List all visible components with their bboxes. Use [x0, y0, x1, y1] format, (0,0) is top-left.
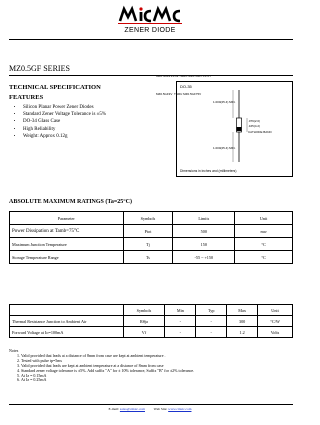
- cell: 1.2: [227, 327, 258, 338]
- package-caption: Dimensions in inches and (millimeters): [180, 169, 237, 173]
- package-name: DO-35: [180, 84, 192, 89]
- cell: Storage Temperature Range: [10, 251, 124, 264]
- feature-item: • Standard Zener Voltage Tolerance is ±5%: [23, 111, 106, 118]
- features-heading: FEATURES: [9, 94, 44, 101]
- ratings-heading: ABSOLUTE MAXIMUM RATINGS (Ta=25°C): [9, 199, 132, 205]
- divider-title: [9, 75, 293, 76]
- cell: °C: [235, 251, 293, 264]
- cell: Volts: [258, 327, 293, 338]
- thermal-header-row: [10, 305, 293, 316]
- table-row: [10, 327, 293, 338]
- cell: -: [165, 327, 196, 338]
- col-header: Max: [227, 305, 258, 316]
- cell: Forward Voltage at Io=100mA: [10, 327, 124, 338]
- features-list: [9, 104, 106, 140]
- company-logo: [118, 5, 182, 25]
- cell: °C/W: [258, 316, 293, 327]
- cell: -: [165, 316, 196, 327]
- cathode-band-label: CATHODE BAND: [248, 130, 272, 134]
- ratings-table: [9, 211, 293, 264]
- note-item: 1. Valid provided that leads at a distance of 8mm from case are kept at ambient temperature .: [21, 354, 194, 359]
- notes-list: [9, 354, 194, 383]
- col-header: Min: [165, 305, 196, 316]
- notes-heading: Notes: [9, 348, 19, 353]
- dim-lead-top: 1.000(25.4) MIN.: [213, 100, 236, 104]
- table-row: [10, 238, 293, 251]
- feature-item: • Silicon Planar Power Zener Diodes: [23, 104, 106, 111]
- cell: Rθja: [123, 316, 165, 327]
- col-header: Parameter: [10, 212, 124, 225]
- cell: -: [196, 327, 227, 338]
- cell: mw: [235, 225, 293, 238]
- dim-body-len: .165(4.2): [248, 124, 261, 128]
- col-header: [10, 305, 124, 316]
- cell: Tj: [123, 238, 173, 251]
- cell: 300: [227, 316, 258, 327]
- note-item: 2. Tested with pulse tp=5ms: [21, 359, 194, 364]
- cell: °C: [235, 238, 293, 251]
- divider-footer: [9, 404, 293, 405]
- col-header: Unit: [258, 305, 293, 316]
- cell: Maximum Junction Temperature: [10, 238, 124, 251]
- technical-heading: TECHNICAL SPECIFICATION: [9, 84, 101, 91]
- diode-outline-icon: [177, 82, 292, 176]
- part-line: MZ0.5GF2V4-39 THRU MZ0.5GF75V-4.7: [156, 74, 212, 78]
- col-header: Typ: [196, 305, 227, 316]
- dim-lead-bottom: 1.000(25.4) MIN.: [213, 146, 236, 150]
- cell: 500: [173, 225, 235, 238]
- divider-top: [9, 39, 293, 40]
- cell: Ts: [123, 251, 173, 264]
- feature-item: • DO-34 Glass Case: [23, 118, 106, 125]
- table-row: [10, 316, 293, 327]
- ratings-header-row: [10, 212, 293, 225]
- cell: -55 ~ +150: [173, 251, 235, 264]
- note-item: 5. At Iz = 0.15mA: [21, 374, 194, 379]
- cell: Ptot: [123, 225, 173, 238]
- col-header: Symbols: [123, 212, 173, 225]
- col-header: Unit: [235, 212, 293, 225]
- col-header: Limits: [173, 212, 235, 225]
- cell: Power Dissipation at Tamb=75°C: [10, 225, 124, 238]
- notes-section: [9, 349, 194, 383]
- table-row: [10, 251, 293, 264]
- col-header: Symbols: [123, 305, 165, 316]
- feature-item: • Weight: Approx 0.12g: [23, 133, 106, 140]
- cell: 150: [173, 238, 235, 251]
- email-label: E-mail:: [108, 407, 120, 411]
- table-row: [10, 225, 293, 238]
- thermal-table: [9, 304, 293, 338]
- web-link[interactable]: www.cmsic.com: [168, 407, 192, 411]
- dim-body-dia: .079(2.0): [248, 119, 261, 123]
- subtitle: ZENER DIODE: [124, 27, 176, 34]
- email-link[interactable]: sales@cmsic.com: [119, 407, 145, 411]
- footer: [0, 407, 300, 411]
- series-title: MZ0.5GF SERIES: [9, 64, 70, 73]
- cell: -: [196, 316, 227, 327]
- part-line: MZ0.5GF3V THRU MZ0.5GF75V: [156, 92, 202, 96]
- note-item: 6. At Iz = 0.25mA: [21, 378, 194, 383]
- feature-item: • High Reliability: [23, 126, 106, 133]
- package-drawing: [176, 81, 293, 177]
- note-item: 3. Valid provided that leads are kept at ambient temperature at a distance of 8mm from case: [21, 364, 194, 369]
- cell: Thermal Resistance Junction to Ambient Air: [10, 316, 124, 327]
- note-item: 4. Standard zener voltage tolerance is ±5%. Add suffix "A" for ± 10% tolerance, Suffix "B" for ±2% tolerance.: [21, 369, 194, 374]
- web-label: Web Site:: [153, 407, 168, 411]
- cell: Vf: [123, 327, 165, 338]
